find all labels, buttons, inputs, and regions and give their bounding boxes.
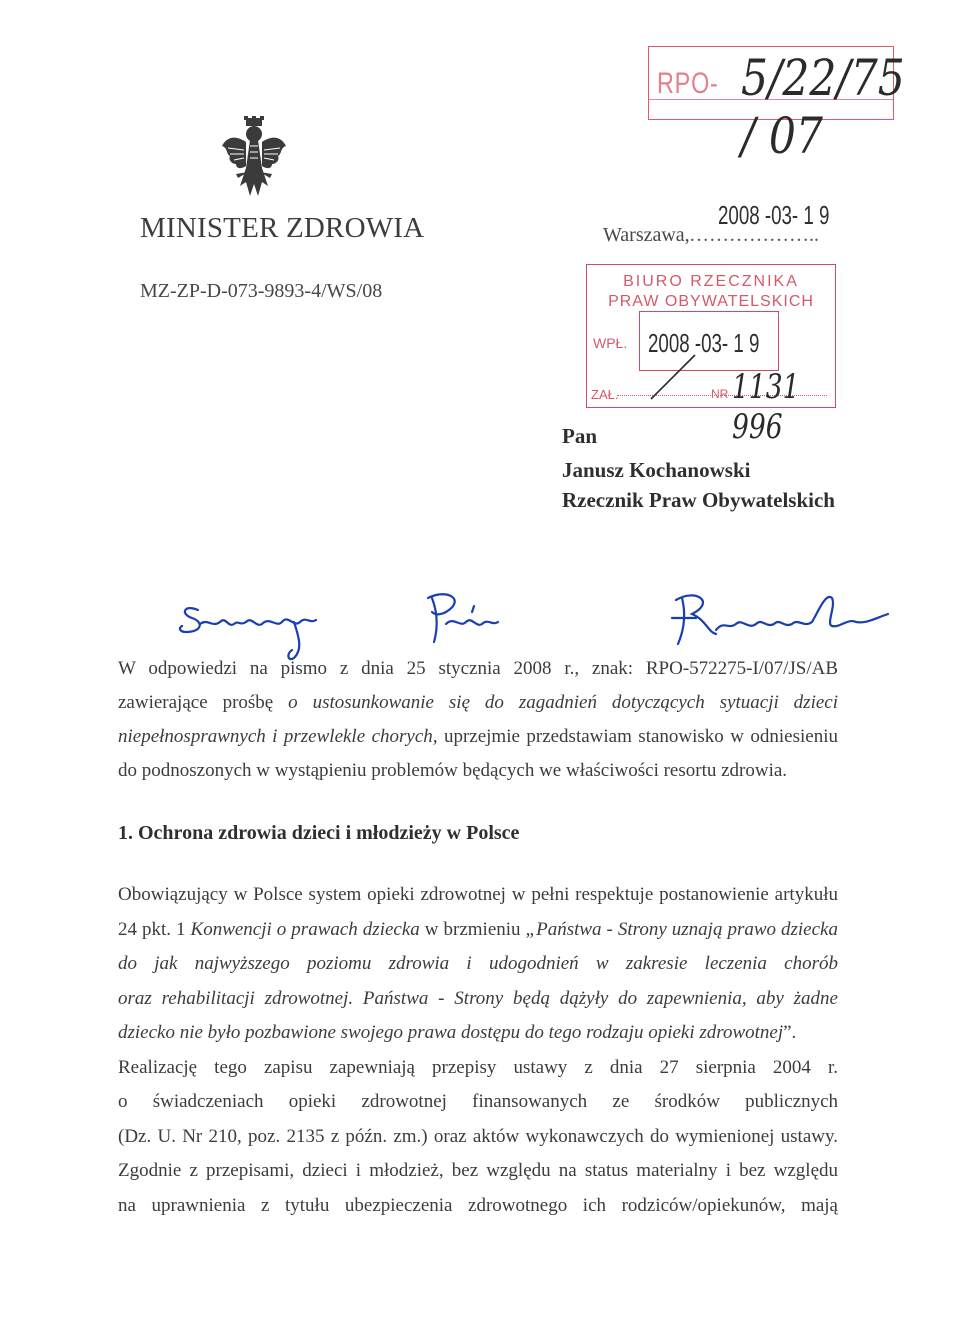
section-body [118,878,838,1223]
intro-line-1: W odpowiedzi na pismo z dnia 25 stycznia 2008 r., znak: RPO-572275-I/07/JS/AB [118,658,838,679]
section-line-4-italic: oraz rehabilitacji zdrowotnej. Państwa - Strony będą dążyły do zapewnienia, aby żadne [118,987,838,1009]
section-line-4 [118,982,838,1017]
intro-paragraph [118,652,838,788]
office-stamp-line2: PRAW OBYWATELSKICH [608,293,814,310]
office-stamp-wpl: WPŁ. [593,335,628,351]
rpo-handwritten-number: 5/22/75 / 07 [741,49,905,165]
section-line-6: Realizację tego zapisu zapewniają przepisy ustawy z dnia 27 sierpnia 2004 r. [118,1056,838,1078]
section-line-5-italic: dziecko nie było pozbawione swojego prawa dostępu do tego rodzaju opieki zdrowotnej [118,1022,784,1043]
intro-line-2 [118,686,838,720]
stamp-slash-mark [647,353,697,403]
section-line-9: Zgodnie z przepisami, dzieci i młodzież, bez względu na status materialny i bez względu [118,1160,838,1181]
minister-title: MINISTER ZDROWIA [140,212,425,244]
section-line-2-italic-2: „Państwa - Strony uznają prawo dziecka [525,918,838,940]
addressee-salutation: Pan [562,424,598,448]
section-line-2-italic-1: Konwencji o prawach dziecka [190,918,420,940]
office-receipt-stamp [586,264,836,447]
section-line-3 [118,947,838,982]
intro-line-3-italic: niepełnosprawnych i przewlekle chorych, [118,726,438,747]
office-stamp-date: 2008 -03- 1 9 [648,328,760,358]
addressee-title: Rzecznik Praw Obywatelskich [562,488,835,512]
eagle-emblem-icon [222,116,286,200]
section-line-2-a: 24 pkt. 1 [118,918,191,940]
intro-line-2-text: zawierające prośbę [118,692,289,713]
reference-number: MZ-ZP-D-073-9893-4/WS/08 [140,280,383,302]
rpo-stamp-prefix: RPO- [657,67,719,100]
intro-line-3-text: uprzejmie przedstawiam stanowisko w odniesieniu [437,726,838,747]
section-line-10: na uprawnienia z tytułu ubezpieczenia zdrowotnego ich rodziców/opiekunów, mają [118,1194,838,1216]
addressee-name: Janusz Kochanowski [562,458,751,482]
city-label: Warszawa, [603,224,690,246]
office-stamp-zal: ZAŁ. [591,387,619,402]
intro-line-4: do podnoszonych w wystąpieniu problemów będących we właściwości resortu zdrowia. [118,760,788,781]
office-stamp-number: 1131 996 [732,367,800,447]
date-stamp: 2008 -03- 1 9 [718,200,830,230]
section-line-1: Obowiązujący w Polsce system opieki zdrowotnej w pełni respektuje postanowienie artykułu [118,884,838,905]
rpo-registration-stamp [648,46,905,165]
intro-line-2-italic: o ustosunkowanie się do zagadnień dotyczących sytuacji dzieci [288,692,838,713]
section-line-3-italic: do jak najwyższego poziomu zdrowia i udogodnień w zakresie leczenia chorób [118,953,838,974]
office-stamp-line1: BIURO RZECZNIKA [623,273,799,290]
office-stamp-nr: NR [711,387,729,401]
section-heading: 1. Ochrona zdrowia dzieci i młodzieży w Polsce [118,822,520,844]
date-dots: ……………….. [689,224,819,246]
section-line-8: (Dz. U. Nr 210, poz. 2135 z późn. zm.) oraz aktów wykonawczych do wymienionej ustawy. [118,1125,838,1147]
section-line-2 [118,913,838,948]
intro-line-3 [118,720,838,754]
section-line-7: o świadczeniach opieki zdrowotnej finansowanych ze środków publicznych [118,1091,838,1112]
section-line-2-b: w brzmieniu [419,918,526,940]
section-line-5-end: ”. [783,1022,797,1043]
section-line-5 [118,1016,838,1051]
